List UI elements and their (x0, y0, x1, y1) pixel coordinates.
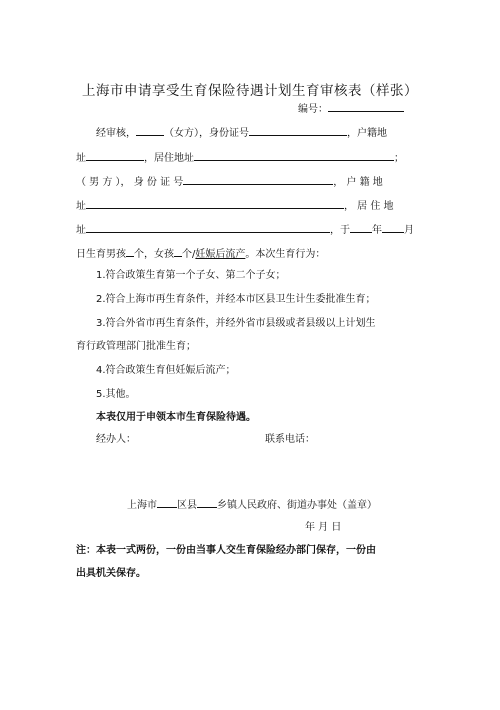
text-male-reside: ， 居 住 地 (344, 201, 394, 212)
stamp-line (127, 496, 377, 513)
stamp-city: 上海市 (127, 500, 157, 511)
text-review: 经审核， (96, 128, 136, 139)
text-count-unit: 个/ (182, 249, 196, 260)
female-name-field[interactable] (136, 124, 164, 136)
female-id-field[interactable] (249, 124, 347, 136)
township-field[interactable] (197, 496, 217, 508)
note-line-2: 出具机关保存。 (76, 568, 146, 579)
note-line-1: 注：本表一式两份，一份由当事人交生育保险经办部门保存，一份由 (76, 545, 376, 556)
text-semicolon: ； (394, 153, 404, 164)
line-5 (76, 221, 414, 238)
male-residence-field[interactable] (86, 221, 330, 233)
girls-count-field[interactable] (174, 245, 182, 257)
text-month: 月 (404, 225, 414, 236)
text-this-birth: 。本次生育行为： (245, 249, 326, 260)
stamp-org: 乡镇人民政府、街道办事处（盖章） (217, 500, 377, 511)
line-6 (76, 245, 325, 262)
male-hukou-field[interactable] (86, 197, 344, 209)
option-5: 5.其他。 (96, 389, 136, 400)
serial-number-row (298, 100, 404, 117)
text-male-hukou: ， 户 籍 地 (333, 177, 383, 188)
district-field[interactable] (157, 496, 177, 508)
phone-label: 联系电话： (265, 434, 315, 445)
text-on: ，于 (330, 225, 350, 236)
option-4: 4.符合政策生育但妊娠后流产； (96, 365, 236, 376)
option-3-continued: 育行政管理部门批准生育； (76, 341, 196, 352)
line-1 (96, 124, 387, 141)
line-4 (76, 197, 394, 214)
option-2: 2.符合上海市再生育条件，并经本市区县卫生计生委批准生育； (96, 294, 376, 305)
birth-year-field[interactable] (350, 221, 372, 233)
text-female-id: （女方），身份证号 (164, 128, 249, 139)
text-female-hukou: ，户籍地 (347, 128, 387, 139)
text-female-reside: ，居住地址 (144, 153, 194, 164)
birth-month-field[interactable] (382, 221, 404, 233)
female-residence-field[interactable] (194, 149, 394, 161)
option-1: 1.符合政策生育第一个子女、第二个子女； (96, 270, 286, 281)
text-girls: 个，女孩 (134, 249, 174, 260)
serial-label: 编号： (298, 104, 328, 115)
text-year: 年 (372, 225, 382, 236)
handler-label: 经办人： (96, 434, 136, 445)
option-3: 3.符合外省市再生育条件，并经外省市县级或者县级以上计划生 (96, 318, 376, 329)
stamp-district: 区县 (177, 500, 197, 511)
text-male-id: （ 男 方 ）， 身 份 证 号 (76, 177, 184, 188)
serial-number-field[interactable] (328, 100, 404, 112)
male-id-field[interactable] (183, 173, 333, 185)
line-3 (76, 173, 383, 190)
purpose-statement: 本表仅用于申领本市生育保险待遇。 (96, 412, 256, 423)
form-title: 上海市申请享受生育保险待遇计划生育审核表（样张） (82, 83, 418, 99)
text-abortion: 妊娠后流产 (195, 249, 246, 260)
text-addr: 址 (76, 153, 86, 164)
female-hukou-field[interactable] (86, 149, 144, 161)
boys-count-field[interactable] (126, 245, 134, 257)
line-2 (76, 149, 404, 166)
text-addr-3: 址 (76, 225, 86, 236)
text-boys: 日生育男孩 (76, 249, 126, 260)
text-addr-2: 址 (76, 201, 86, 212)
stamp-date: 年 月 日 (305, 522, 342, 533)
